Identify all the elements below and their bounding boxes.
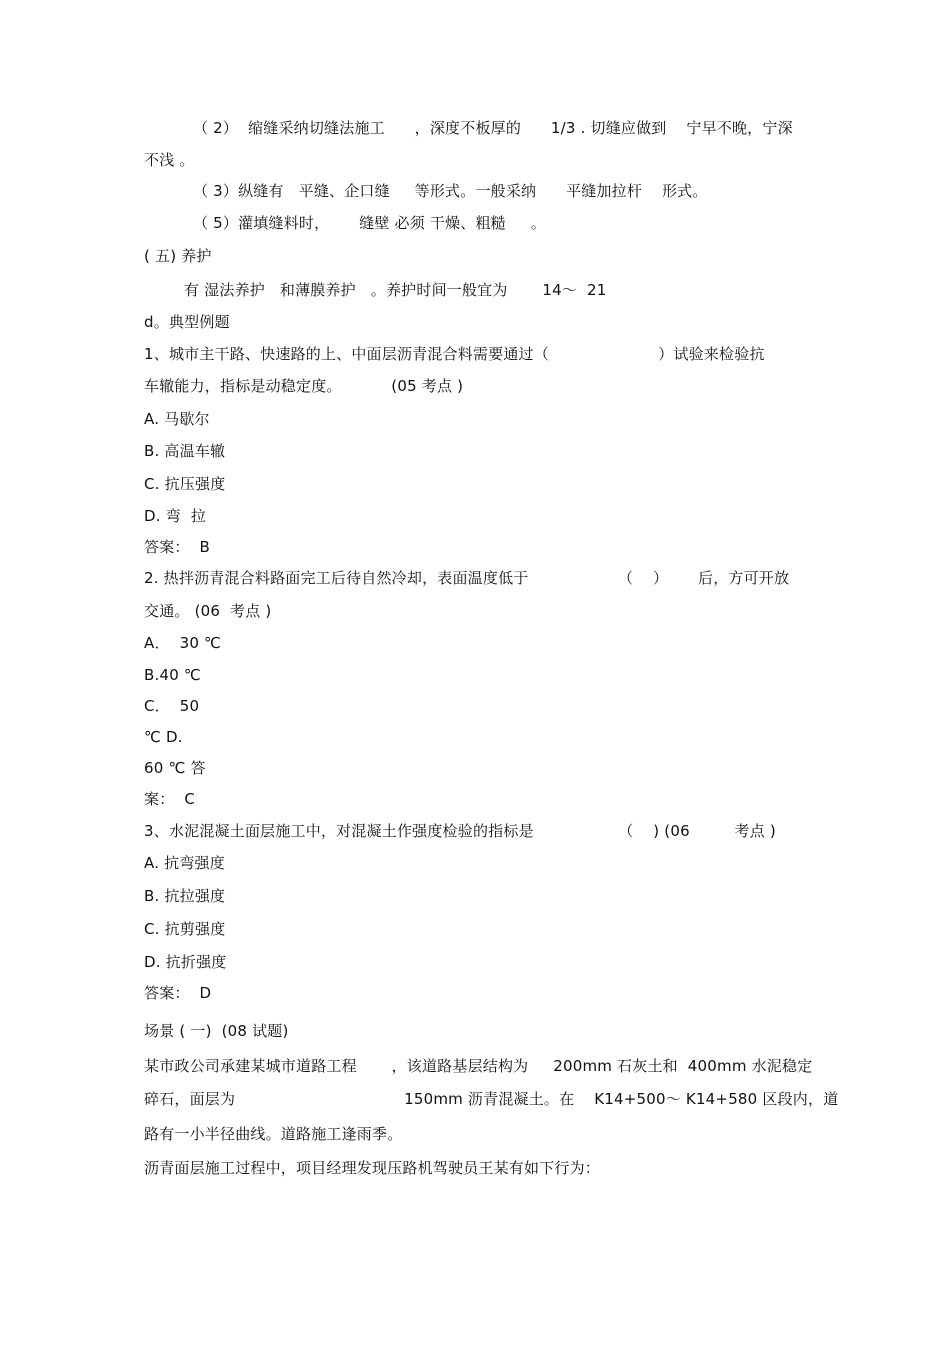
question-text: 1、城市主干路、快速路的上、中面层沥青混合料需要通过（ ）试验来检验抗 xyxy=(144,345,765,363)
question-text: 3、水泥混凝土面层施工中，对混凝土作强度检验的指标是 （ ) (06 考点 ) xyxy=(144,822,776,840)
answer-option: C. 抗剪强度 xyxy=(144,920,226,938)
text-line: 不浅 。 xyxy=(144,151,195,169)
text-line: 有 湿法养护 和薄膜养护 。养护时间一般宜为 14～ 21 xyxy=(184,281,607,299)
answer-option: C. 抗压强度 xyxy=(144,475,226,493)
answer-option: 60 ℃ 答 xyxy=(144,759,206,777)
answer-option: A. 马歇尔 xyxy=(144,410,210,428)
answer-key: 答案： D xyxy=(144,984,212,1002)
answer-option: B.40 ℃ xyxy=(144,666,201,684)
answer-key: 答案： B xyxy=(144,538,211,556)
paragraph-line: 碎石，面层为 150mm 沥青混凝土。在 K14+500～ K14+580 区段内，道 xyxy=(144,1090,839,1108)
section-heading: 场景 ( 一) (08 试题) xyxy=(144,1022,289,1040)
answer-option: B. 高温车辙 xyxy=(144,442,226,460)
paragraph-line: 某市政公司承建某城市道路工程 ，该道路基层结构为 200mm 石灰土和 400mm 水泥稳定 xyxy=(144,1057,813,1075)
section-heading: d。典型例题 xyxy=(144,313,230,331)
question-text: 交通。 (06 考点 ) xyxy=(144,602,272,620)
paragraph-line: 路有一小半径曲线。道路施工逢雨季。 xyxy=(144,1125,403,1143)
answer-option: A． 30 ℃ xyxy=(144,634,222,652)
text-line: （ 5）灌填缝料时， 缝壁 必须 干燥、粗糙 。 xyxy=(193,214,546,232)
answer-option: ℃ D. xyxy=(144,728,183,746)
answer-option: A. 抗弯强度 xyxy=(144,854,225,872)
answer-option: B. 抗拉强度 xyxy=(144,887,226,905)
question-text: 车辙能力，指标是动稳定度。 (05 考点 ) xyxy=(144,377,464,395)
text-line: （ 3）纵缝有 平缝、企口缝 等形式。一般采纳 平缝加拉杆 形式。 xyxy=(193,182,708,200)
answer-option: D. 弯 拉 xyxy=(144,507,207,525)
answer-option: D. 抗折强度 xyxy=(144,953,227,971)
answer-key: 案： C xyxy=(144,790,196,808)
question-text: 2. 热拌沥青混合料路面完工后待自然冷却，表面温度低于 （ ） 后，方可开放 xyxy=(144,569,790,587)
text-line: （ 2） 缩缝采纳切缝法施工 ，深度不板厚的 1/3 . 切缝应做到 宁早不晚，宁深 xyxy=(193,119,793,137)
section-heading: ( 五) 养护 xyxy=(144,247,212,265)
paragraph-line: 沥青面层施工过程中，项目经理发现压路机驾驶员王某有如下行为： xyxy=(144,1159,601,1177)
answer-option: C． 50 xyxy=(144,697,200,715)
